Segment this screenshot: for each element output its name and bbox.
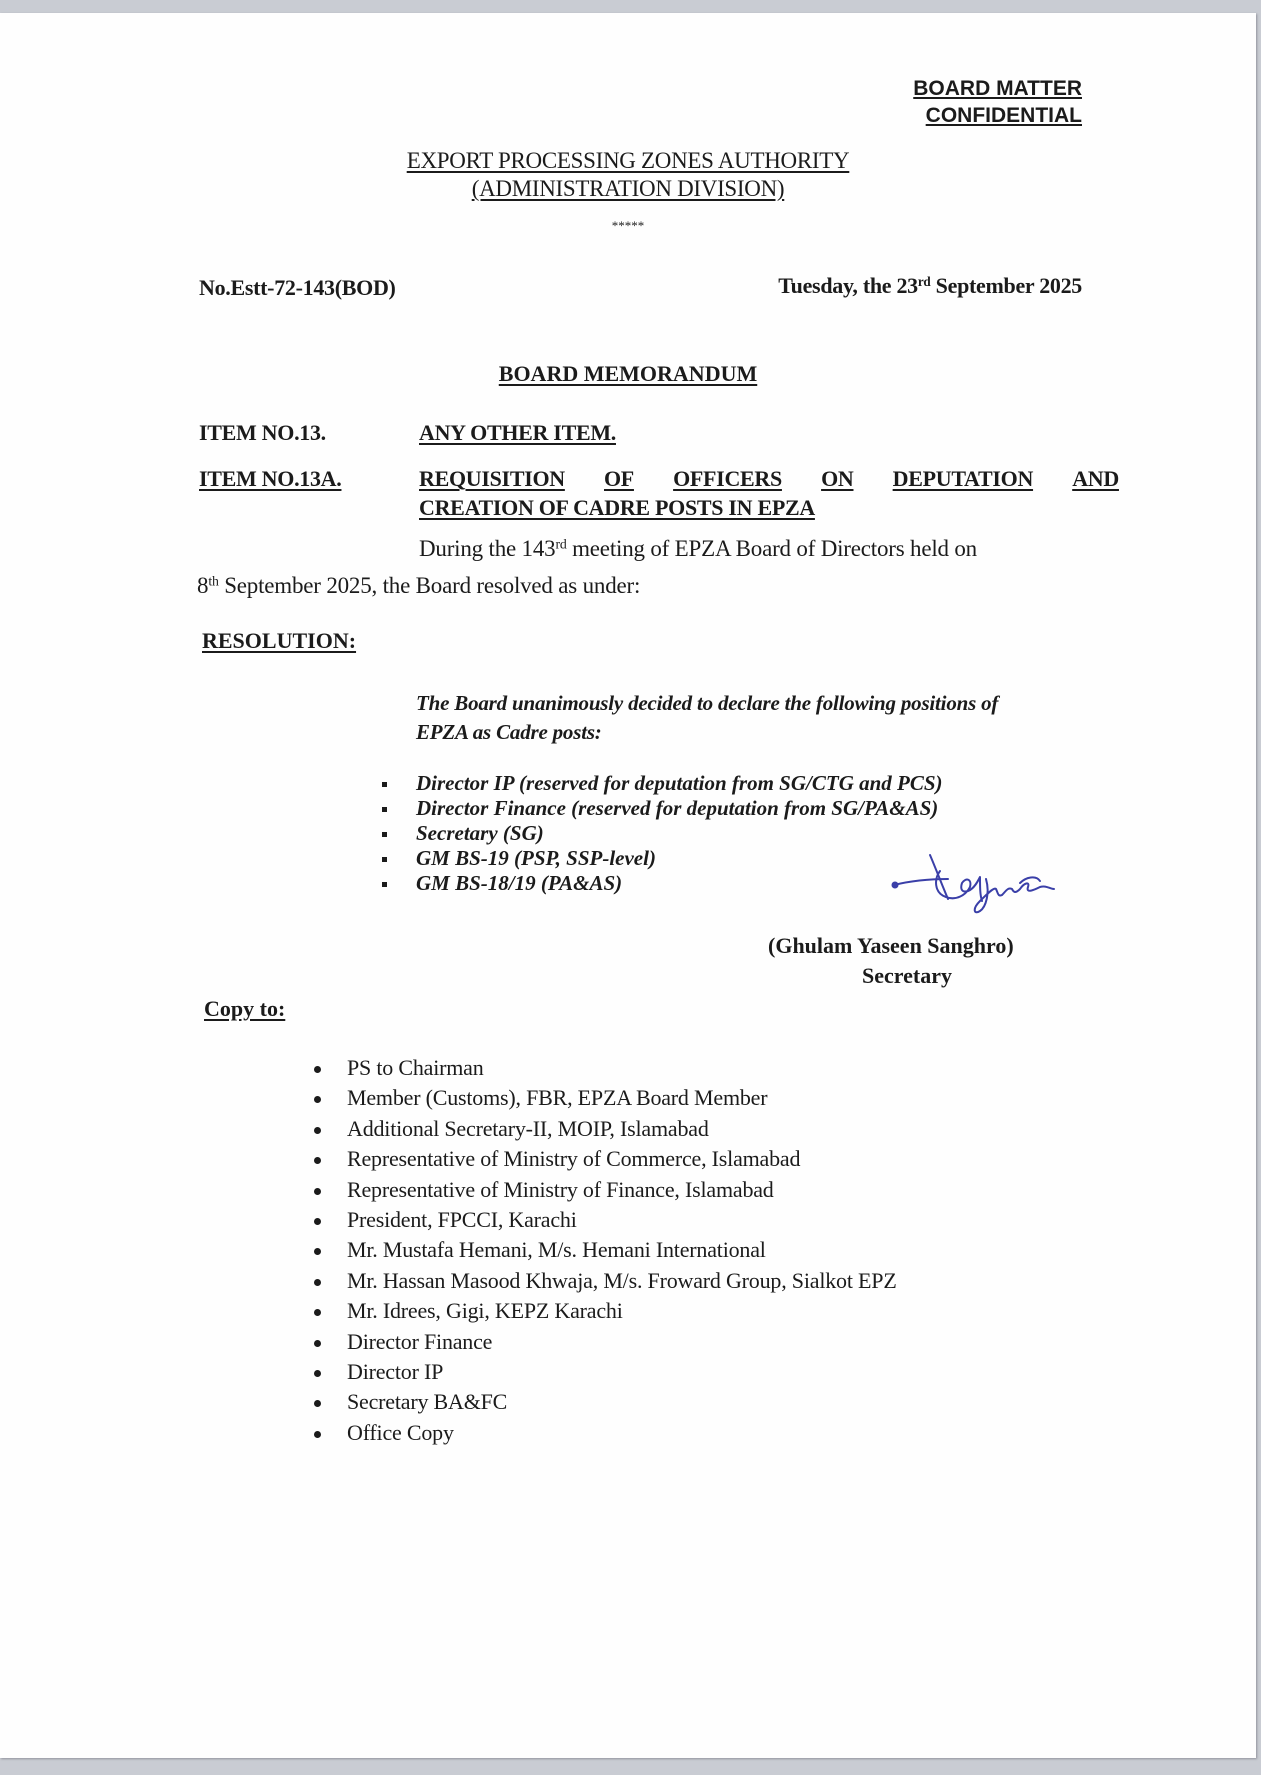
title-word: DEPUTATION — [892, 466, 1034, 491]
list-item: Representative of Ministry of Finance, Islamabad — [310, 1175, 897, 1205]
list-item: Director IP (reserved for deputation from SG/CTG and PCS) — [380, 771, 943, 796]
copy-to-heading: Copy to: — [204, 996, 286, 1021]
list-item: President, FPCCI, Karachi — [310, 1205, 897, 1235]
item-title-13a — [419, 466, 1119, 521]
document-page — [0, 13, 1256, 1758]
title-word: ON — [821, 466, 854, 491]
list-item: Director IP — [310, 1357, 897, 1387]
list-item: Office Copy — [310, 1418, 897, 1448]
list-item: Representative of Ministry of Commerce, Islamabad — [310, 1144, 897, 1174]
intro-sup: rd — [555, 536, 567, 552]
cadre-positions-list — [380, 771, 943, 896]
list-item: Secretary BA&FC — [310, 1387, 897, 1417]
reference-number: No.Estt-72-143(BOD) — [199, 275, 396, 300]
resolution-heading: RESOLUTION: — [202, 628, 357, 653]
item-number-13a: ITEM NO.13A. — [199, 466, 342, 491]
title-word: AND — [1072, 466, 1119, 491]
document-date — [778, 273, 1082, 299]
memo-title — [0, 361, 1256, 387]
title-word: REQUISITION — [419, 466, 565, 491]
item-number-13: ITEM NO.13. — [199, 420, 326, 445]
list-item: GM BS-19 (PSP, SSP-level) — [380, 846, 943, 871]
date-sup: rd — [917, 273, 931, 289]
signature-icon — [890, 849, 1080, 919]
signatory-title: Secretary — [862, 963, 952, 988]
item-title-13: ANY OTHER ITEM. — [419, 420, 616, 445]
list-item: Director Finance — [310, 1327, 897, 1357]
intro-text: 8 — [197, 573, 209, 598]
division-name-text: (ADMINISTRATION DIVISION) — [471, 176, 785, 201]
item-title-13a-line-1 — [419, 466, 1119, 492]
intro-text: September 2025, the Board resolved as under: — [218, 573, 641, 598]
date-suffix: September 2025 — [930, 273, 1082, 298]
organization-name: EXPORT PROCESSING ZONES AUTHORITY — [406, 148, 850, 173]
memo-title-text: BOARD MEMORANDUM — [498, 361, 758, 386]
classification-stamp — [913, 75, 1082, 129]
copy-to-list — [310, 1053, 897, 1448]
title-word: OF — [604, 466, 634, 491]
intro-sup: th — [208, 573, 219, 589]
list-item: Member (Customs), FBR, EPZA Board Member — [310, 1083, 897, 1113]
list-item: PS to Chairman — [310, 1053, 897, 1083]
intro-text: During the 143 — [419, 536, 556, 561]
list-item: Additional Secretary-II, MOIP, Islamabad — [310, 1114, 897, 1144]
list-item: Mr. Hassan Masood Khwaja, M/s. Froward Group, Sialkot EPZ — [310, 1266, 897, 1296]
title-word: OFFICERS — [673, 466, 782, 491]
item-title-13a-line-2: CREATION OF CADRE POSTS IN EPZA — [419, 495, 815, 520]
list-item: Mr. Mustafa Hemani, M/s. Hemani International — [310, 1235, 897, 1265]
list-item: Director Finance (reserved for deputation from SG/PA&AS) — [380, 796, 943, 821]
signatory-name: (Ghulam Yaseen Sanghro) — [768, 933, 1014, 958]
date-prefix: Tuesday, the 23 — [778, 273, 918, 298]
resolution-text-line-2: EPZA as Cadre posts: — [416, 720, 602, 744]
list-item: GM BS-18/19 (PA&AS) — [380, 871, 943, 896]
intro-line-2 — [197, 573, 640, 599]
list-item: Secretary (SG) — [380, 821, 943, 846]
resolution-text-line-1: The Board unanimously decided to declare the following positions of — [416, 691, 999, 715]
header-separator: ***** — [611, 218, 645, 233]
classification-line-1: BOARD MATTER — [913, 77, 1082, 100]
intro-line-1 — [419, 536, 977, 562]
list-item: Mr. Idrees, Gigi, KEPZ Karachi — [310, 1296, 897, 1326]
division-name — [0, 176, 1256, 202]
resolution-text — [416, 689, 998, 747]
classification-line-2: CONFIDENTIAL — [925, 104, 1082, 127]
intro-text: meeting of EPZA Board of Directors held on — [566, 536, 977, 561]
